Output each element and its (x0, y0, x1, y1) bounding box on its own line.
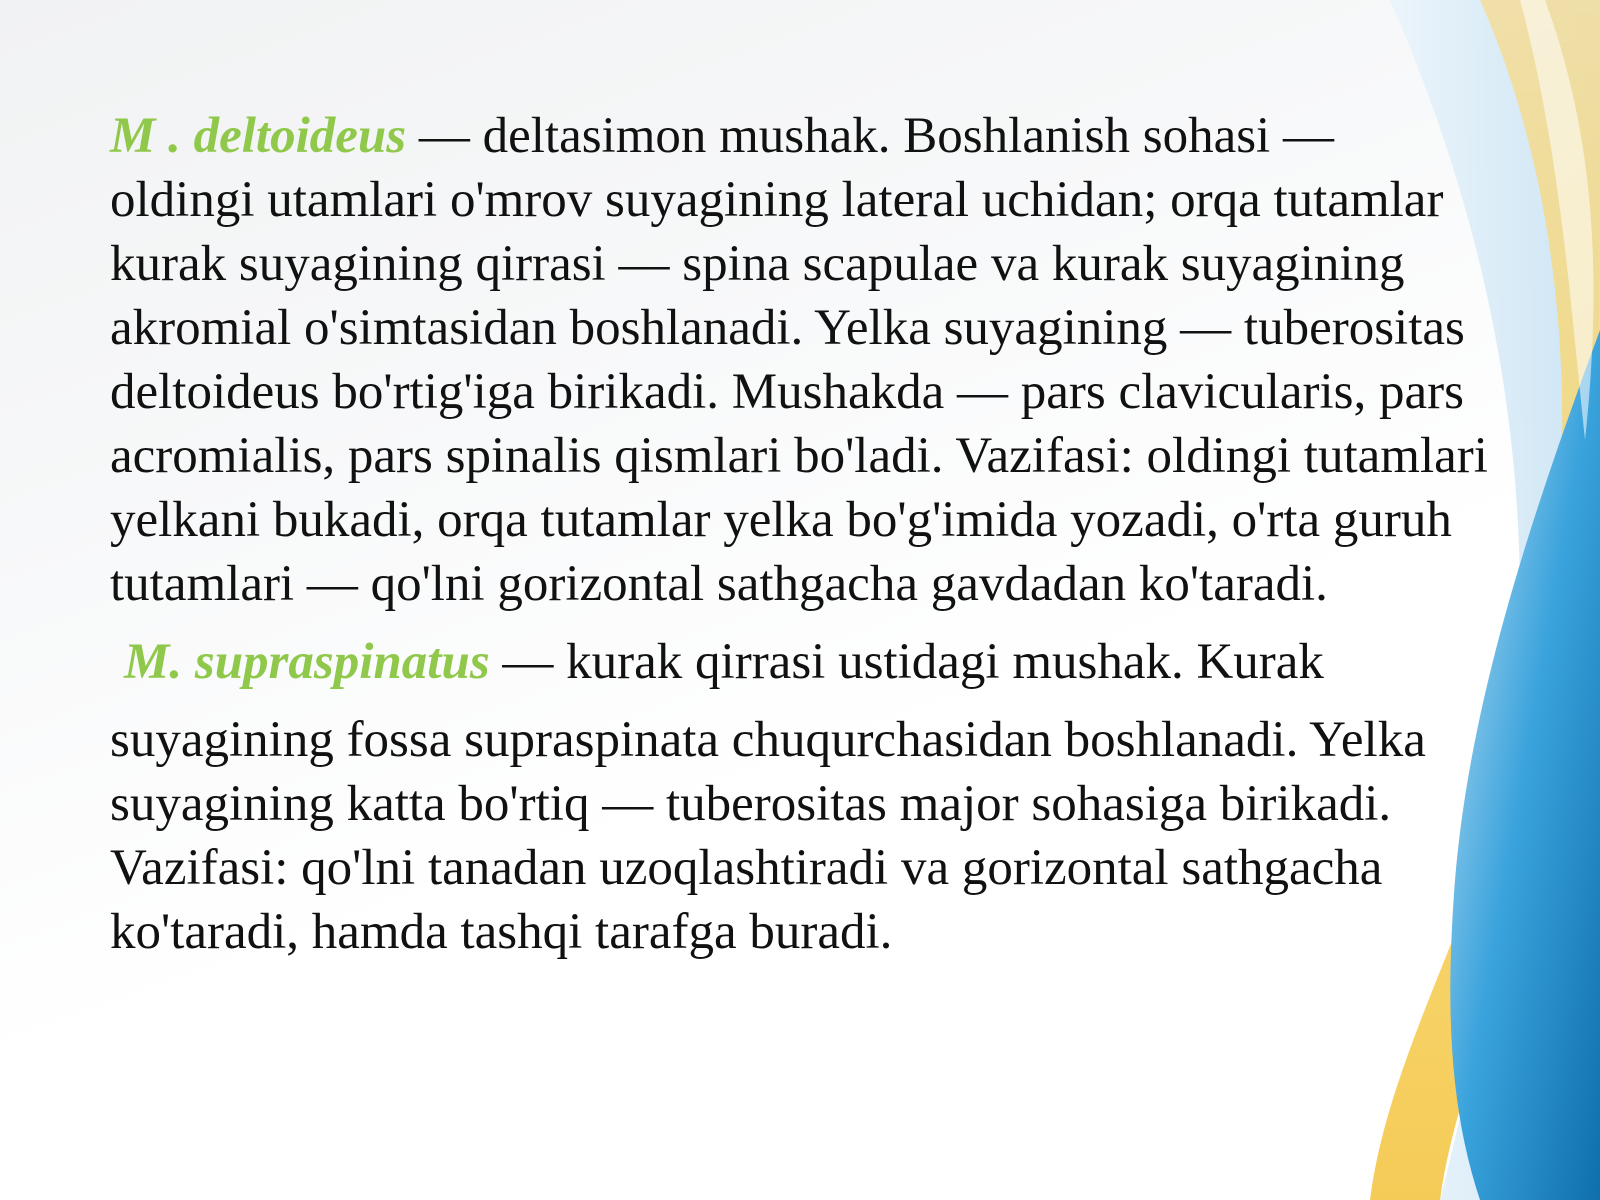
paragraph-supraspinatus-lead-text: — kurak qirrasi ustidagi mushak. Kurak (489, 634, 1324, 690)
term-deltoideus: M . deltoideus (110, 108, 407, 164)
paragraph-supraspinatus-first-line (110, 630, 1490, 694)
paragraph-supraspinatus (110, 630, 1490, 964)
slide-body (110, 104, 1490, 964)
paragraph-deltoideus (110, 104, 1490, 616)
paragraph-supraspinatus-text: suyagining fossa supraspinata chuqurchasidan boshlanadi. Yelka suyagining katta bo'rtiq — tuberositas major sohasiga birikadi. Vazifasi: qo'lni tanadan uzoqlashtiradi va gorizontal sathgacha ko'taradi, hamda tashqi tarafga buradi. (110, 712, 1426, 960)
paragraph-deltoideus-text: — deltasimon mushak. Boshlanish sohasi — oldingi utamlari o'mrov suyagining lateral uchidan; orqa tutamlar kurak suyagining qirrasi — spina scapulae va kurak suyagining akromial o'simtasidan boshlanadi. Yelka suyagining — tuberositas deltoideus bo'rtig'iga birikadi. Mushakda — pars clavicularis, pars acromialis, pars spinalis qismlari bo'ladi. Vazifasi: oldingi tutamlari yelkani bukadi, orqa tutamlar yelka bo'g'imida yozadi, o'rta guruh tutamlari — qo'lni gorizontal sathgacha gavdadan ko'taradi. (110, 108, 1488, 612)
term-supraspinatus: M. supraspinatus (124, 634, 490, 690)
